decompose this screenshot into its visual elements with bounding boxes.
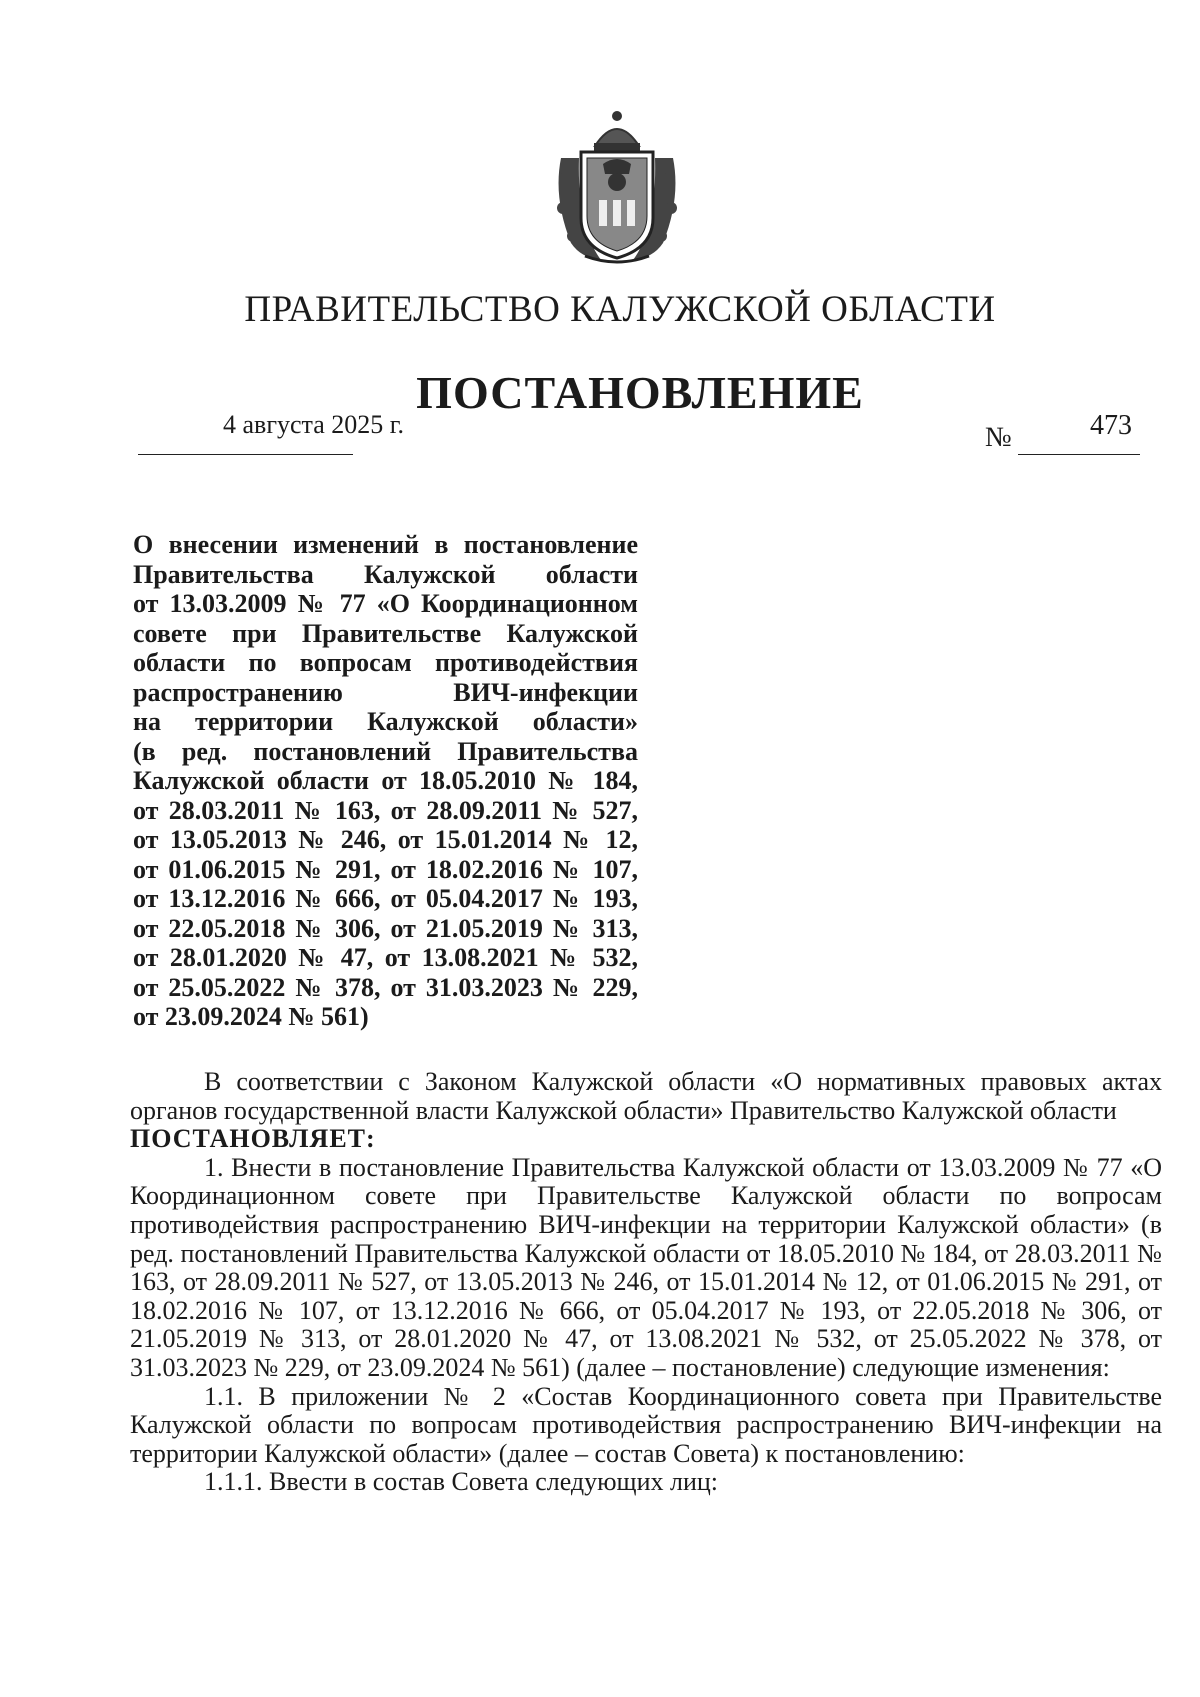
heading-line: от 13.03.2009 № 77 «О Координационном	[133, 589, 638, 618]
preamble-paragraph: В соответствии с Законом Калужской области «О нормативных правовых актах органов государственной власти Калужской области» Правительство Калужской области	[130, 1067, 1162, 1125]
heading-line: от 13.05.2013 № 246, от 15.01.2014 № 12,	[133, 825, 638, 854]
document-body	[130, 1068, 1162, 1497]
heading-line: от 13.12.2016 № 666, от 05.04.2017 № 193,	[133, 884, 638, 913]
kaluga-coat-of-arms-icon	[551, 108, 683, 266]
resolve-keyword: ПОСТАНОВЛЯЕТ:	[130, 1124, 376, 1154]
item-1-paragraph: 1. Внести в постановление Правительства Калужской области от 13.03.2009 № 77 «О Координационном совете при Правительстве Калужской области по вопросам противодействия распространению ВИЧ-инфекции на территории Калужской области» (в ред. постановлений Правительства Калужской области от 18.05.2010 № 184, от 28.03.2011 № 163, от 28.09.2011 № 527, от 13.05.2013 № 246, от 15.01.2014 № 12, от 01.06.2015 № 291, от 18.02.2016 № 107, от 13.12.2016 № 666, от 05.04.2017 № 193, от 22.05.2018 № 306, от 21.05.2019 № 313, от 28.01.2020 № 47, от 13.08.2021 № 532, от 25.05.2022 № 378, от 31.03.2023 № 229, от 23.09.2024 № 561) (далее – постановление) следующие изменения:	[130, 1152, 1162, 1382]
heading-line: на территории Калужской области»	[133, 707, 638, 736]
item-1-1-paragraph: 1.1. В приложении № 2 «Состав Координационного совета при Правительстве Калужской области по вопросам противодействия распространению ВИЧ-инфекции на территории Калужской области» (далее – состав Совета) к постановлению:	[130, 1381, 1162, 1468]
heading-line: О внесении изменений в постановление	[133, 530, 638, 559]
heading-line: от 28.03.2011 № 163, от 28.09.2011 № 527,	[133, 795, 638, 825]
date-field	[138, 410, 404, 455]
heading-line: от 01.06.2015 № 291, от 18.02.2016 № 107,	[133, 854, 638, 884]
heading-line: от 25.05.2022 № 378, от 31.03.2023 № 229,	[133, 972, 638, 1002]
heading-line: Правительства Калужской области	[133, 559, 638, 589]
document-number: 473	[1090, 410, 1132, 441]
heading-line: (в ред. постановлений Правительства	[133, 736, 638, 766]
heading-line: совете при Правительстве Калужской	[133, 618, 638, 648]
document-heading	[133, 530, 638, 1032]
number-field	[1018, 410, 1140, 455]
document-type-title: ПОСТАНОВЛЕНИЕ	[416, 367, 864, 418]
heading-line: от 23.09.2024 № 561)	[133, 1002, 369, 1031]
document-date: 4 августа 2025 г.	[223, 410, 404, 439]
heading-line: области по вопросам противодействия	[133, 648, 638, 677]
heading-line: Калужской области от 18.05.2010 № 184,	[133, 766, 638, 795]
number-label: №	[985, 422, 1012, 453]
heading-line: распространению ВИЧ-инфекции	[133, 677, 638, 707]
heading-line: от 22.05.2018 № 306, от 21.05.2019 № 313,	[133, 913, 638, 943]
organization-title: ПРАВИТЕЛЬСТВО КАЛУЖСКОЙ ОБЛАСТИ	[244, 289, 996, 330]
heading-line: от 28.01.2020 № 47, от 13.08.2021 № 532,	[133, 943, 638, 972]
item-1-1-1-paragraph: 1.1.1. Ввести в состав Совета следующих лиц:	[204, 1467, 719, 1497]
